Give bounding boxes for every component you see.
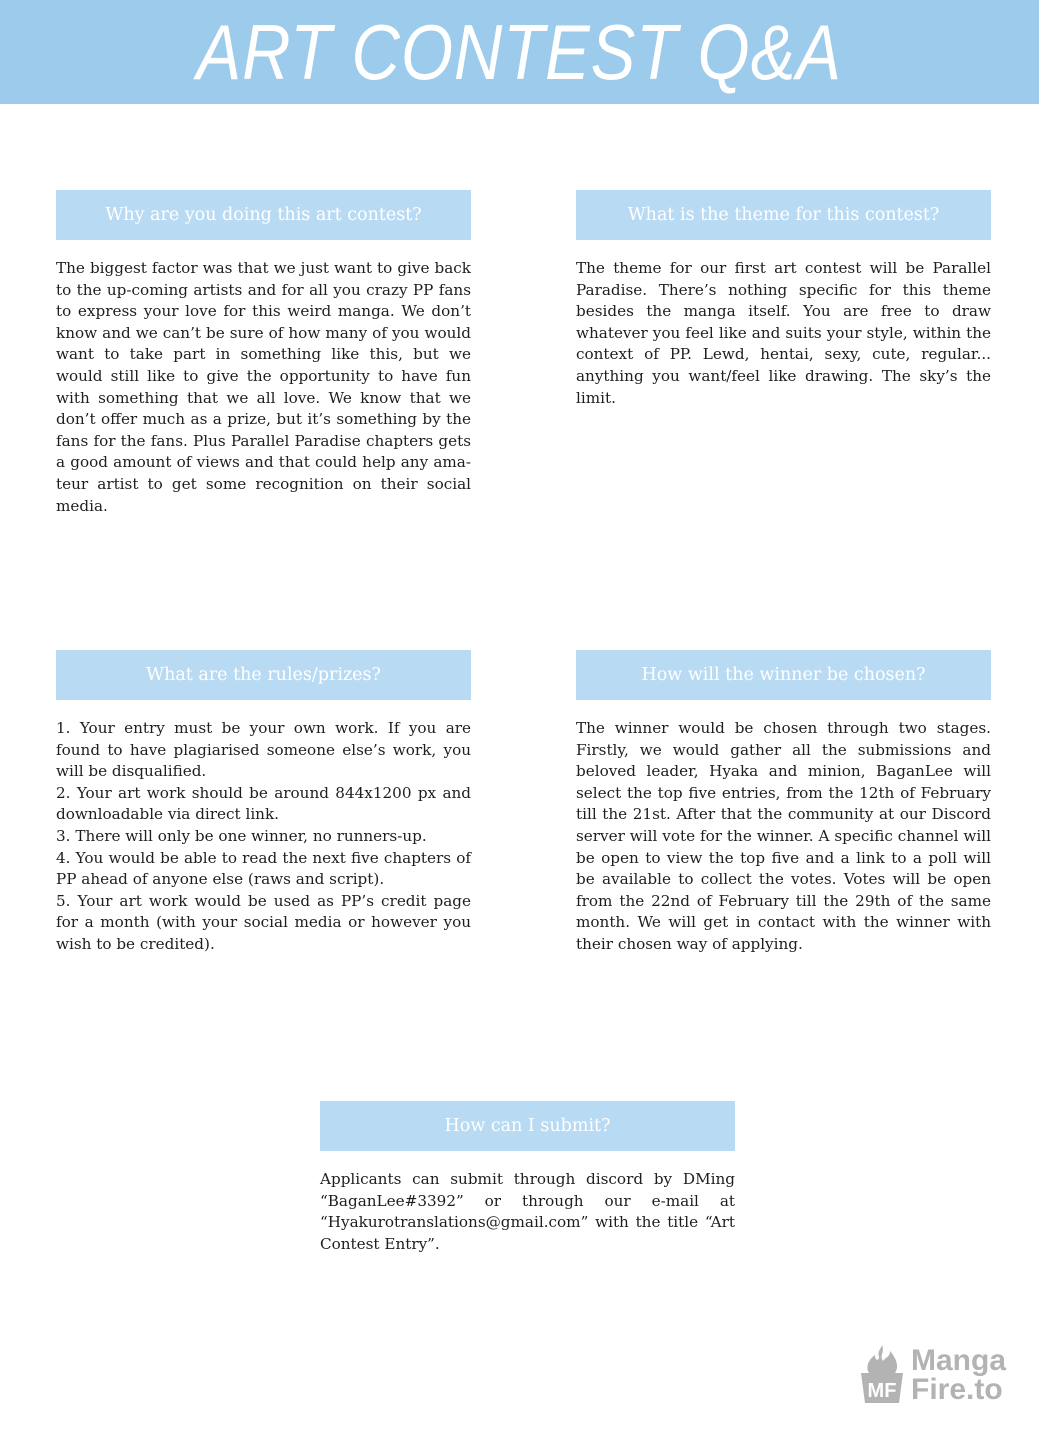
rule-item: 3. There will only be one winner, no runners-up. (56, 826, 427, 845)
qa-section-theme (576, 190, 991, 409)
rule-item: 2. Your art work should be around 844x1200 px and downloadable via direct link. (56, 783, 471, 824)
answer-text: The theme for our first art contest will be Parallel Paradise. There’s nothing specific for this theme besides the manga itself. You are free to draw whatever you feel like and suits your style, within the context of PP. Lewd, hentai, sexy, cute, regular... anything you want/feel like drawing. The sky’s the limit. (576, 259, 991, 407)
question-heading: How will the winner be chosen? (576, 650, 991, 700)
watermark-text (911, 1346, 1006, 1404)
watermark-line-1: Manga (911, 1344, 1007, 1377)
answer-text: The biggest factor was that we just want to give back to the up-coming artists and for all you crazy PP fans to express your love for this weird manga. We don’t know and we can’t be sure of how many of you would want to take part in something like this, but we would still like to give the opportunity to have fun with something that we all love. We know that we don’t offer much as a prize, but it’s something by the fans for the fans. Plus Parallel Paradise chapters gets a good amount of views and that could help any amateur artist to get some recognition on their social media. (56, 259, 471, 515)
watermark-line-2: Fire.to (911, 1373, 1003, 1406)
qa-section-submit (320, 1101, 735, 1255)
question-heading: What is the theme for this contest? (576, 190, 991, 240)
rule-item: 4. You would be able to read the next five chapters of PP ahead of anyone else (raws and script). (56, 848, 471, 889)
qa-section-why (56, 190, 471, 517)
question-heading: What are the rules/prizes? (56, 650, 471, 700)
rule-item: 5. Your art work would be used as PP’s credit page for a month (with your social media or however you wish to be credited). (56, 891, 471, 953)
answer-text: The winner would be chosen through two stages. Firstly, we would gather all the submissions and beloved leader, Hyaka and minion, BaganLee will select the top five entries, from the 12th of February till the 21st. After that the community at our Discord server will vote for the winner. A specific channel will be open to view the top five and a link to a poll will be available to collect the votes. Votes will be open from the 22nd of February till the 29th of the same month. We will get in contact with the winner with their chosen way of applying. (576, 719, 991, 953)
mangafire-watermark (855, 1342, 1015, 1408)
question-heading: Why are you doing this art contest? (56, 190, 471, 240)
qa-section-rules (56, 650, 471, 956)
qa-section-winner (576, 650, 991, 956)
question-heading: How can I submit? (320, 1101, 735, 1151)
answer-text: Applicants can submit through discord by DMing “BaganLee#3392” or through our e-mail at “Hyakurotranslations@gmail.com” with the title “Art Contest Entry”. (320, 1170, 735, 1253)
page-title: ART CONTEST Q&A (196, 8, 843, 96)
mangafire-logo-icon (855, 1343, 909, 1407)
rules-list (56, 718, 471, 956)
title-banner (0, 0, 1039, 104)
svg-text:MF: MF (867, 1380, 897, 1402)
rule-item: 1. Your entry must be your own work. If you are found to have plagiarised someone else’s work, you will be disqualified. (56, 719, 471, 781)
